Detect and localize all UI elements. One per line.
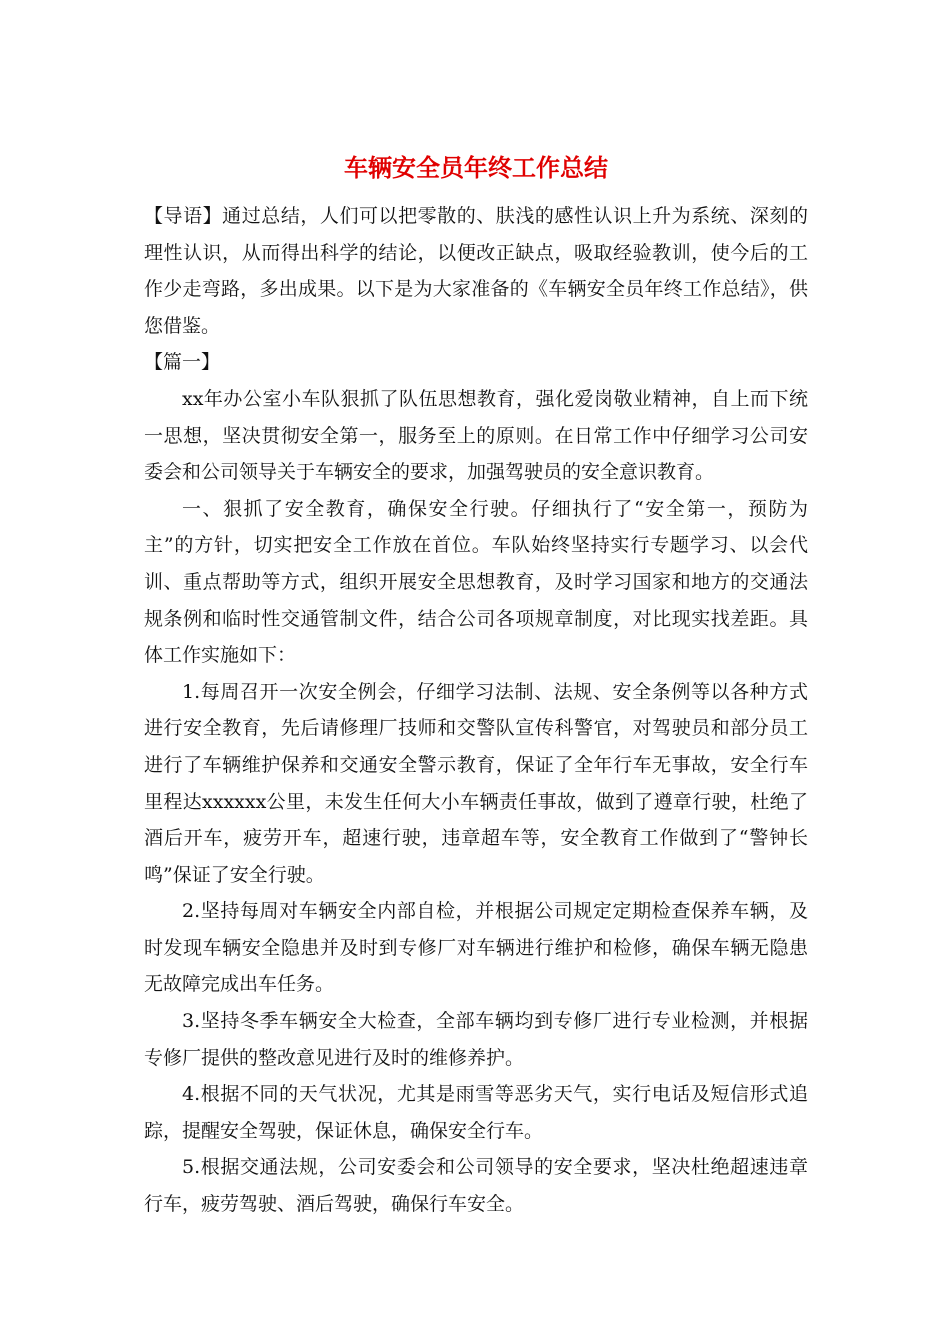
- body-paragraph: 2.坚持每周对车辆安全内部自检，并根据公司规定定期检查保养车辆，及时发现车辆安全隐患并及时到专修厂对车辆进行维护和检修，确保车辆无隐患无故障完成出车任务。: [144, 900, 808, 996]
- document-title: 车辆安全员年终工作总结: [344, 154, 608, 182]
- body-paragraph: 一、狠抓了安全教育，确保安全行驶。仔细执行了“安全第一，预防为主”的方针，切实把安全工作放在首位。车队始终坚持实行专题学习、以会代训、重点帮助等方式，组织开展安全思想教育，及时学习国家和地方的交通法规条例和临时性交通管制文件，结合公司各项规章制度，对比现实找差距。具体工作实施如下：: [144, 497, 808, 667]
- document-body: [144, 150, 808, 1223]
- body-paragraph: 1.每周召开一次安全例会，仔细学习法制、法规、安全条例等以各种方式进行安全教育，先后请修理厂技师和交警队宣传科警官，对驾驶员和部分员工进行了车辆维护保养和交通安全警示教育，保证了全年行车无事故，安全行车里程达xxxxxx公里，未发生任何大小车辆责任事故，做到了遵章行驶，杜绝了酒后开车，疲劳开车，超速行驶，违章超车等，安全教育工作做到了“警钟长鸣”保证了安全行驶。: [144, 680, 808, 886]
- section-label: 【篇一】: [144, 351, 221, 374]
- body-paragraph: 3.坚持冬季车辆安全大检查，全部车辆均到专修厂进行专业检测，并根据专修厂提供的整改意见进行及时的维修养护。: [144, 1010, 808, 1069]
- body-paragraph: 4.根据不同的天气状况，尤其是雨雪等恶劣天气，实行电话及短信形式追踪，提醒安全驾驶，保证休息，确保安全行车。: [144, 1083, 808, 1142]
- body-paragraph: xx年办公室小车队狠抓了队伍思想教育，强化爱岗敬业精神，自上而下统一思想，坚决贯彻安全第一，服务至上的原则。在日常工作中仔细学习公司安委会和公司领导关于车辆安全的要求，加强驾驶员的安全意识教育。: [144, 387, 808, 484]
- intro-paragraph: 【导语】通过总结，人们可以把零散的、肤浅的感性认识上升为系统、深刻的理性认识，从而得出科学的结论，以便改正缺点，吸取经验教训，使今后的工作少走弯路，多出成果。以下是为大家准备的《车辆安全员年终工作总结》，供您借鉴。: [144, 205, 808, 337]
- body-paragraph: 5.根据交通法规，公司安委会和公司领导的安全要求，坚决杜绝超速违章行车，疲劳驾驶、酒后驾驶，确保行车安全。: [144, 1156, 808, 1216]
